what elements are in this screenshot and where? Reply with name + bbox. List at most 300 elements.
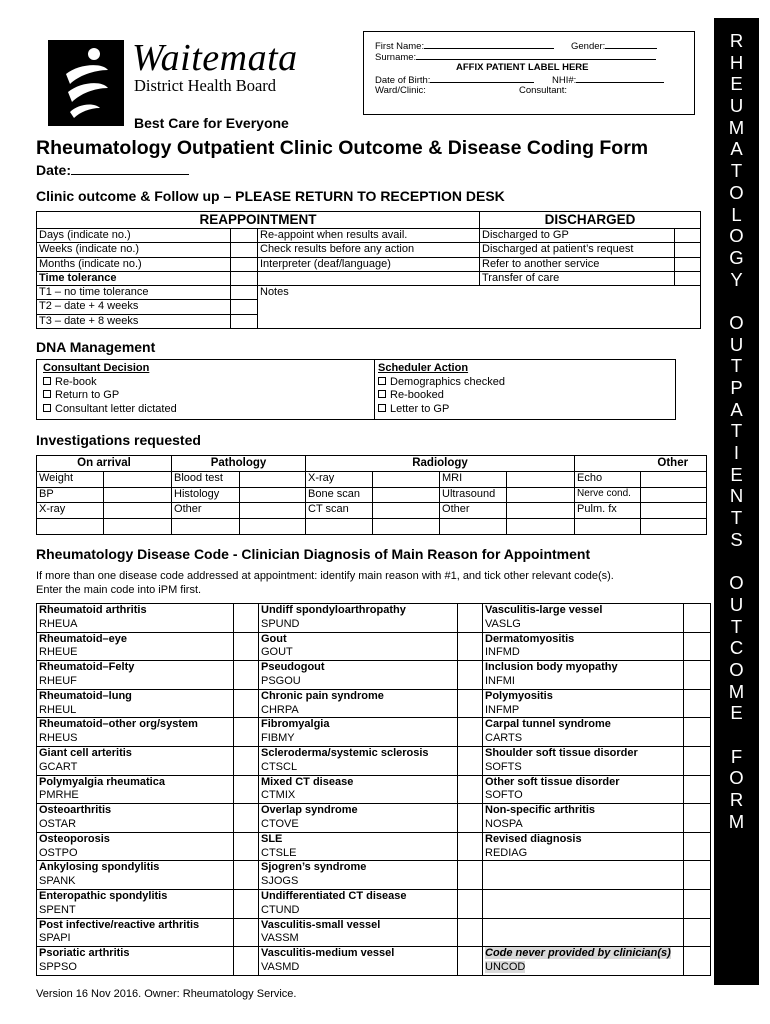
date-field[interactable] (36, 162, 189, 178)
investigations-heading: Investigations requested (36, 432, 201, 448)
banner-letter: O (729, 181, 744, 203)
disease-code-cell (259, 775, 458, 804)
disease-name: SLE (261, 832, 283, 845)
disease-tick-cell[interactable] (684, 918, 711, 947)
never-provided-code: UNCOD (485, 960, 526, 973)
reappt-entry-cell[interactable] (231, 271, 258, 285)
inv-blank-cell[interactable] (641, 519, 707, 535)
disease-name: Sjogren’s syndrome (261, 861, 367, 874)
disease-tick-cell[interactable] (458, 689, 483, 718)
inv-blank-cell[interactable] (440, 519, 507, 535)
table-row (37, 604, 711, 633)
patient-label-box (363, 31, 695, 115)
inv-blank-cell[interactable] (575, 519, 641, 535)
disease-code: GCART (39, 760, 78, 773)
disease-code-cell (37, 918, 234, 947)
other-heading: Other (575, 456, 707, 472)
reappt-option[interactable]: Interpreter (deaf/language) (258, 257, 480, 271)
disease-tick-cell[interactable] (234, 804, 259, 833)
inv-item: Other (440, 503, 507, 519)
dob-field[interactable] (430, 74, 534, 83)
investigations-table (36, 455, 707, 535)
disease-code: INFMP (485, 703, 520, 716)
disease-code: CTUND (261, 903, 300, 916)
disease-code: VASSM (261, 932, 299, 945)
inv-item: X-ray (37, 503, 104, 519)
disease-code: OSTAR (39, 817, 77, 830)
consultant-decision-heading: Consultant Decision (43, 362, 150, 374)
checkbox-label: Demographics checked (390, 375, 505, 388)
discharge-tick-cell[interactable] (675, 257, 701, 271)
never-provided-text: Code never provided by clinician(s) (485, 947, 671, 960)
banner-letter: L (731, 203, 742, 225)
disease-code-cell (259, 804, 458, 833)
gender-label: Gender: (571, 41, 606, 52)
disease-name: Enteropathic spondylitis (39, 889, 168, 902)
disease-name: Post infective/reactive arthritis (39, 918, 200, 931)
inv-tick-cell[interactable] (373, 487, 440, 503)
banner-letter: P (730, 377, 743, 398)
disease-name: Undifferentiated CT disease (261, 889, 407, 902)
reappt-entry-cell[interactable] (231, 229, 258, 243)
banner-letter: O (729, 225, 744, 247)
clinic-outcome-heading: Clinic outcome & Follow up – PLEASE RETURN TO RECEPTION DESK (36, 188, 505, 204)
disease-code-table (36, 603, 711, 976)
reappt-entry-cell[interactable] (231, 243, 258, 257)
banner-letter: C (729, 637, 744, 659)
disease-code-cell (259, 689, 458, 718)
inv-item: Histology (172, 487, 240, 503)
disease-tick-cell[interactable] (234, 947, 259, 976)
banner-letter: A (730, 398, 743, 420)
disease-code: SJOGS (261, 875, 299, 888)
banner-letter: R (729, 30, 744, 51)
checkbox-icon (378, 390, 386, 398)
affix-label-text: AFFIX PATIENT LABEL HERE (456, 62, 589, 73)
disease-tick-cell[interactable] (458, 889, 483, 918)
banner-letter: H (729, 51, 744, 73)
checkbox-demographics[interactable] (378, 376, 505, 390)
gender-field[interactable] (605, 40, 657, 49)
inv-item: Echo (575, 471, 641, 487)
disease-name: Vasculitis-medium vessel (261, 947, 395, 960)
disease-tick-cell[interactable] (684, 718, 711, 747)
banner-letter: T (730, 420, 743, 442)
table-row (37, 889, 711, 918)
inv-tick-cell[interactable] (240, 503, 306, 519)
tolerance-option: T1 – no time tolerance (37, 286, 231, 300)
disease-code: VASMD (261, 960, 300, 973)
disease-name: Mixed CT disease (261, 775, 354, 788)
disease-tick-cell[interactable] (458, 804, 483, 833)
disease-code: PSGOU (261, 674, 301, 687)
table-row (37, 718, 711, 747)
disease-tick-cell[interactable] (458, 718, 483, 747)
disease-tick-cell[interactable] (234, 746, 259, 775)
checkbox-icon (43, 404, 51, 412)
disease-code-cell (259, 861, 458, 890)
tolerance-option: T2 – date + 4 weeks (37, 300, 231, 314)
pathology-heading: Pathology (172, 456, 306, 472)
disease-name: Rheumatoid arthritis (39, 604, 147, 616)
inv-item: MRI (440, 471, 507, 487)
disease-name: Polymyositis (485, 689, 553, 702)
disease-tick-cell[interactable] (458, 861, 483, 890)
banner-letter: E (730, 73, 743, 95)
disease-tick-cell[interactable] (458, 775, 483, 804)
on-arrival-heading: On arrival (37, 456, 172, 472)
disease-code: OSTPO (39, 846, 78, 859)
disease-code-cell (259, 718, 458, 747)
checkbox-icon (378, 404, 386, 412)
nhi-field[interactable] (576, 74, 664, 83)
inv-tick-cell[interactable] (373, 503, 440, 519)
blank-cell (483, 861, 684, 890)
disease-code: PMRHE (39, 789, 79, 802)
discharge-option: Discharged to GP (480, 229, 675, 243)
inv-item: CT scan (306, 503, 373, 519)
disease-tick-cell[interactable] (458, 604, 483, 633)
inv-tick-cell[interactable] (641, 503, 707, 519)
disease-code-cell (259, 832, 458, 861)
inv-item: Pulm. fx (575, 503, 641, 519)
disease-tick-cell[interactable] (684, 861, 711, 890)
logo-name: Waitemata (132, 37, 298, 79)
disease-code-cell (37, 632, 234, 661)
banner-letter: M (728, 680, 745, 702)
banner-letter: M (728, 116, 745, 138)
reappt-option: Days (indicate no.) (37, 229, 231, 243)
disease-code-cell (37, 804, 234, 833)
banner-letter: T (730, 615, 743, 637)
disease-code: RHEUA (39, 617, 78, 630)
disease-code: INFMI (485, 674, 515, 687)
disease-code: SPANK (39, 875, 76, 888)
disease-code-cell (37, 604, 234, 633)
disease-code: INFMD (485, 646, 520, 659)
disease-code-cell (483, 632, 684, 661)
inv-blank-cell[interactable] (373, 519, 440, 535)
checkbox-rebooked[interactable] (378, 389, 505, 403)
disease-tick-cell[interactable] (458, 918, 483, 947)
inv-item: Bone scan (306, 487, 373, 503)
first-name-label: First Name: (375, 41, 425, 52)
disease-name: Vasculitis-small vessel (261, 918, 381, 931)
disease-code-cell (259, 947, 458, 976)
disease-tick-cell[interactable] (684, 689, 711, 718)
scheduler-action-heading: Scheduler Action (378, 362, 469, 374)
disease-name: Rheumatoid–lung (39, 689, 132, 702)
inv-tick-cell[interactable] (507, 487, 575, 503)
inv-tick-cell[interactable] (240, 471, 306, 487)
disease-code: SOFTS (485, 760, 522, 773)
disease-tick-cell[interactable] (684, 775, 711, 804)
reappt-option: Weeks (indicate no.) (37, 243, 231, 257)
disease-code: SPAPI (39, 932, 71, 945)
inv-tick-cell[interactable] (507, 503, 575, 519)
disease-name: Giant cell arteritis (39, 746, 132, 759)
banner-letter: F (730, 745, 743, 767)
inv-tick-cell[interactable] (373, 471, 440, 487)
checkbox-icon (43, 390, 51, 398)
banner-letter: N (729, 485, 744, 507)
checkbox-icon (43, 377, 51, 385)
disease-code: RHEUS (39, 732, 78, 745)
banner-letter: S (730, 528, 743, 550)
disease-name: Psoriatic arthritis (39, 947, 130, 960)
consultant-label: Consultant: (519, 85, 568, 96)
disease-code-cell (483, 746, 684, 775)
disease-name: Chronic pain syndrome (261, 689, 384, 702)
disease-name: Overlap syndrome (261, 804, 358, 817)
tolerance-tick-cell[interactable] (231, 300, 258, 314)
reappt-entry-cell[interactable] (231, 257, 258, 271)
inv-item: Blood test (172, 471, 240, 487)
disease-code-cell (259, 604, 458, 633)
disease-code: CTMIX (261, 789, 296, 802)
banner-letter: M (728, 810, 745, 832)
blank-cell (483, 918, 684, 947)
disease-code-cell (37, 947, 234, 976)
checkbox-label: Letter to GP (390, 402, 450, 415)
disease-code-cell (37, 861, 234, 890)
form-title: Rheumatology Outpatient Clinic Outcome & Disease Coding Form (36, 137, 649, 159)
disease-code: CHRPA (261, 703, 299, 716)
disease-name: Vasculitis-large vessel (485, 604, 603, 616)
disease-code-cell (37, 661, 234, 690)
disease-name: Gout (261, 632, 287, 645)
disease-code-cell (259, 632, 458, 661)
logo-subtitle: District Health Board (134, 76, 277, 95)
inv-blank-cell[interactable] (172, 519, 240, 535)
reappt-blank-cell (258, 271, 480, 285)
banner-letter: O (729, 572, 744, 594)
disease-code-cell (259, 661, 458, 690)
reappt-option: Months (indicate no.) (37, 257, 231, 271)
checkbox-label: Re-booked (390, 389, 444, 401)
disease-code: SOFTO (485, 789, 523, 802)
inv-item: BP (37, 487, 104, 503)
disease-name: Undiff spondyloarthropathy (261, 604, 406, 616)
banner-letter: U (729, 593, 744, 615)
disease-tick-cell[interactable] (458, 832, 483, 861)
disease-name: Rheumatoid–other org/system (39, 718, 198, 731)
disease-tick-cell[interactable] (684, 832, 711, 861)
inv-blank-cell[interactable] (104, 519, 172, 535)
time-tolerance-label: Time tolerance (37, 271, 231, 285)
disease-tick-cell[interactable] (684, 947, 711, 976)
banner-letter: Y (730, 268, 743, 290)
tolerance-tick-cell[interactable] (231, 314, 258, 328)
disease-code-cell (259, 918, 458, 947)
discharged-heading: DISCHARGED (480, 212, 701, 229)
inv-tick-cell[interactable] (641, 487, 707, 503)
disease-tick-cell[interactable] (234, 832, 259, 861)
disease-name: Rheumatoid–Felty (39, 661, 135, 674)
disease-tick-cell[interactable] (684, 632, 711, 661)
reappt-option[interactable]: Re-appoint when results avail. (258, 229, 480, 243)
checkbox-label: Consultant letter dictated (55, 402, 177, 415)
disease-name: Inclusion body myopathy (485, 661, 618, 674)
disease-tick-cell[interactable] (684, 661, 711, 690)
ward-label: Ward/Clinic: (375, 85, 426, 96)
inv-tick-cell[interactable] (104, 471, 172, 487)
disease-code: SPPSO (39, 960, 77, 973)
banner-letter: A (730, 138, 743, 160)
disease-name: Other soft tissue disorder (485, 775, 620, 788)
reappt-option[interactable]: Check results before any action (258, 243, 480, 257)
table-row (37, 689, 711, 718)
disease-code-cell (37, 689, 234, 718)
inv-blank-cell[interactable] (507, 519, 575, 535)
disease-code: REDIAG (485, 846, 528, 859)
inv-tick-cell[interactable] (240, 487, 306, 503)
surname-label: Surname: (375, 52, 417, 63)
disease-instructions (36, 570, 614, 597)
disease-tick-cell[interactable] (234, 889, 259, 918)
disease-code: VASLG (485, 617, 521, 630)
disease-code: FIBMY (261, 732, 295, 745)
disease-tick-cell[interactable] (234, 775, 259, 804)
inv-tick-cell[interactable] (104, 487, 172, 503)
disease-name: Ankylosing spondylitis (39, 861, 160, 874)
disease-code: RHEUE (39, 646, 78, 659)
inv-item: Weight (37, 471, 104, 487)
inv-blank-cell[interactable] (306, 519, 373, 535)
banner-letter: O (729, 658, 744, 680)
table-row (37, 746, 711, 775)
first-name-field[interactable] (424, 40, 554, 49)
disease-name: Osteoporosis (39, 832, 110, 845)
checkbox-letter-to-gp[interactable] (378, 403, 505, 417)
inv-item: Ultrasound (440, 487, 507, 503)
disease-code: CTOVE (261, 817, 299, 830)
disease-code-cell (259, 889, 458, 918)
checkbox-letter-dictated[interactable] (43, 403, 177, 417)
discharge-tick-cell[interactable] (675, 271, 701, 285)
inv-blank-cell[interactable] (240, 519, 306, 535)
disease-code-cell (483, 689, 684, 718)
table-row (37, 918, 711, 947)
disease-code: GOUT (261, 646, 293, 659)
disease-tick-cell[interactable] (234, 918, 259, 947)
disease-code-cell (37, 889, 234, 918)
table-row (37, 861, 711, 890)
disease-code: RHEUF (39, 674, 77, 687)
disease-name: Non-specific arthritis (485, 804, 596, 817)
table-row (37, 632, 711, 661)
table-row (37, 947, 711, 976)
blank-cell (483, 889, 684, 918)
disease-code-cell (259, 746, 458, 775)
checkbox-rebook[interactable] (43, 376, 177, 390)
banner-letter: G (729, 246, 744, 268)
disease-tick-cell[interactable] (234, 861, 259, 890)
disease-code-heading: Rheumatology Disease Code - Clinician Diagnosis of Main Reason for Appointment (36, 546, 591, 562)
disease-name: Pseudogout (261, 661, 325, 674)
side-banner (714, 18, 759, 985)
instruction-line: Enter the main code into iPM first. (36, 583, 202, 596)
table-row (37, 775, 711, 804)
disease-tick-cell[interactable] (684, 804, 711, 833)
banner-letter: I (733, 442, 740, 464)
banner-letter: R (729, 789, 744, 811)
disease-name: Osteoarthritis (39, 804, 112, 817)
footer-version: Version 16 Nov 2016. Owner: Rheumatology Service. (36, 988, 297, 1000)
nhi-label: NHI#: (552, 75, 577, 86)
disease-code-cell (483, 775, 684, 804)
checkbox-label: Return to GP (55, 389, 120, 401)
disease-code-cell (37, 775, 234, 804)
radiology-heading: Radiology (306, 456, 575, 472)
disease-tick-cell[interactable] (684, 889, 711, 918)
reappointment-table (36, 211, 701, 329)
disease-code: RHEUL (39, 703, 77, 716)
disease-code-cell (483, 661, 684, 690)
checkbox-return-to-gp[interactable] (43, 389, 177, 403)
disease-code-cell (37, 832, 234, 861)
disease-tick-cell[interactable] (234, 632, 259, 661)
disease-tick-cell[interactable] (234, 689, 259, 718)
checkbox-icon (378, 377, 386, 385)
logo-tagline: Best Care for Everyone (134, 115, 289, 131)
table-row (37, 661, 711, 690)
tolerance-tick-cell[interactable] (231, 286, 258, 300)
notes-field[interactable]: Notes (258, 286, 701, 329)
dna-heading: DNA Management (36, 339, 156, 355)
disease-code-cell (37, 718, 234, 747)
disease-code-cell (483, 718, 684, 747)
disease-tick-cell[interactable] (234, 661, 259, 690)
disease-tick-cell[interactable] (684, 604, 711, 633)
surname-field[interactable] (416, 51, 656, 60)
discharge-option: Transfer of care (480, 271, 675, 285)
disease-tick-cell[interactable] (684, 746, 711, 775)
inv-tick-cell[interactable] (104, 503, 172, 519)
table-row (37, 804, 711, 833)
disease-tick-cell[interactable] (234, 718, 259, 747)
discharge-option: Refer to another service (480, 257, 675, 271)
inv-tick-cell[interactable] (507, 471, 575, 487)
disease-tick-cell[interactable] (458, 632, 483, 661)
disease-name: Scleroderma/systemic sclerosis (261, 746, 429, 759)
disease-tick-cell[interactable] (458, 661, 483, 690)
uncod-cell (483, 947, 684, 976)
disease-tick-cell[interactable] (458, 947, 483, 976)
date-label: Date: (36, 162, 72, 178)
disease-code: NOSPA (485, 817, 523, 830)
disease-name: Carpal tunnel syndrome (485, 718, 611, 731)
inv-item: X-ray (306, 471, 373, 487)
inv-blank-cell[interactable] (37, 519, 104, 535)
discharge-tick-cell[interactable] (675, 243, 701, 257)
disease-code: SPUND (261, 617, 300, 630)
checkbox-label: Re-book (55, 375, 97, 388)
disease-tick-cell[interactable] (234, 604, 259, 633)
banner-letter: O (729, 311, 744, 333)
disease-name: Polymyalgia rheumatica (39, 775, 165, 788)
inv-item: Nerve cond. (575, 487, 641, 503)
disease-tick-cell[interactable] (458, 746, 483, 775)
disease-name: Revised diagnosis (485, 832, 582, 845)
disease-code: CARTS (485, 732, 523, 745)
disease-code: CTSLE (261, 846, 297, 859)
disease-code-cell (483, 804, 684, 833)
banner-letter: U (729, 95, 744, 117)
tolerance-option: T3 – date + 8 weeks (37, 314, 231, 328)
discharge-tick-cell[interactable] (675, 229, 701, 243)
inv-tick-cell[interactable] (641, 471, 707, 487)
